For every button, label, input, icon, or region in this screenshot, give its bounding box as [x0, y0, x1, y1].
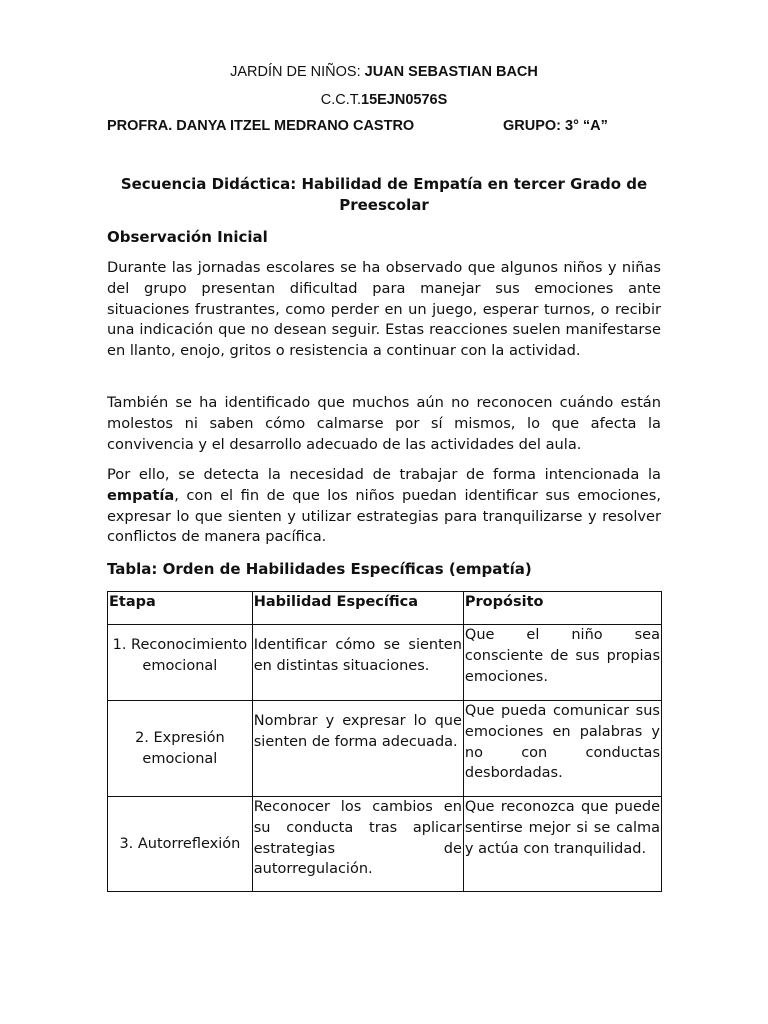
school-name: JUAN SEBASTIAN BACH	[364, 64, 538, 80]
group-label: GRUPO: 3° “A”	[503, 118, 608, 134]
cct-code: 15EJN0576S	[361, 92, 448, 108]
header-etapa: Etapa	[108, 592, 253, 625]
cct-line	[0, 92, 768, 108]
stage-cell: 2. Expresión emocional	[108, 701, 253, 797]
paragraph-2: También se ha identificado que muchos aún no reconocen cuándo están molestos ni saben cómo calmarse por sí mismos, lo que afecta la convivencia y el desarrollo adecuado de las actividades del aula.	[107, 394, 661, 453]
section-heading-observation: Observación Inicial	[107, 228, 268, 246]
table-row	[108, 797, 662, 892]
paragraph-3-end: , con el fin de que los niños puedan identificar sus emociones, expresar lo que sienten y utilizar estrategias para tranquilizarse y resolver conflictos de manera pacífica.	[107, 486, 661, 546]
school-line	[0, 64, 768, 80]
table-header-row	[108, 592, 662, 625]
paragraph-1: Durante las jornadas escolares se ha observado que algunos niños y niñas del grupo presentan dificultad para manejar sus emociones ante situaciones frustrantes, como perder en un juego, esperar turnos, o recibir una indicación que no desean seguir. Estas reacciones suelen manifestarse en llanto, enojo, gritos o resistencia a continuar con la actividad.	[107, 259, 661, 360]
skill-cell: Identificar cómo se sienten en distintas situaciones.	[252, 625, 463, 701]
stage-cell: 3. Autorreflexión	[108, 797, 253, 892]
paragraph-3-start: Por ello, se detecta la necesidad de trabajar de forma intencionada la	[107, 466, 661, 483]
table-heading: Tabla: Orden de Habilidades Específicas (empatía)	[107, 560, 532, 578]
header-habilidad: Habilidad Específica	[252, 592, 463, 625]
table-row	[108, 701, 662, 797]
stage-cell: 1. Reconocimiento emocional	[108, 625, 253, 701]
paragraph-3	[107, 465, 661, 548]
skill-cell: Reconocer los cambios en su conducta tras aplicar estrategias de autorregulación.	[252, 797, 463, 892]
cct-prefix: C.C.T.	[320, 92, 361, 108]
teacher-name: PROFRA. DANYA ITZEL MEDRANO CASTRO	[107, 118, 415, 134]
header-proposito: Propósito	[463, 592, 661, 625]
purpose-cell: Que el niño sea consciente de sus propias emociones.	[463, 625, 661, 701]
purpose-cell: Que pueda comunicar sus emociones en palabras y no con conductas desbordadas.	[463, 701, 661, 797]
paragraph-3-bold: empatía	[107, 486, 175, 504]
skills-table	[107, 591, 662, 892]
purpose-cell: Que reconozca que puede sentirse mejor si se calma y actúa con tranquilidad.	[463, 797, 661, 892]
skill-cell: Nombrar y expresar lo que sienten de forma adecuada.	[252, 701, 463, 797]
school-prefix: JARDÍN DE NIÑOS:	[230, 64, 365, 80]
table-row	[108, 625, 662, 701]
document-title: Secuencia Didáctica: Habilidad de Empatía en tercer Grado de Preescolar	[120, 175, 648, 214]
